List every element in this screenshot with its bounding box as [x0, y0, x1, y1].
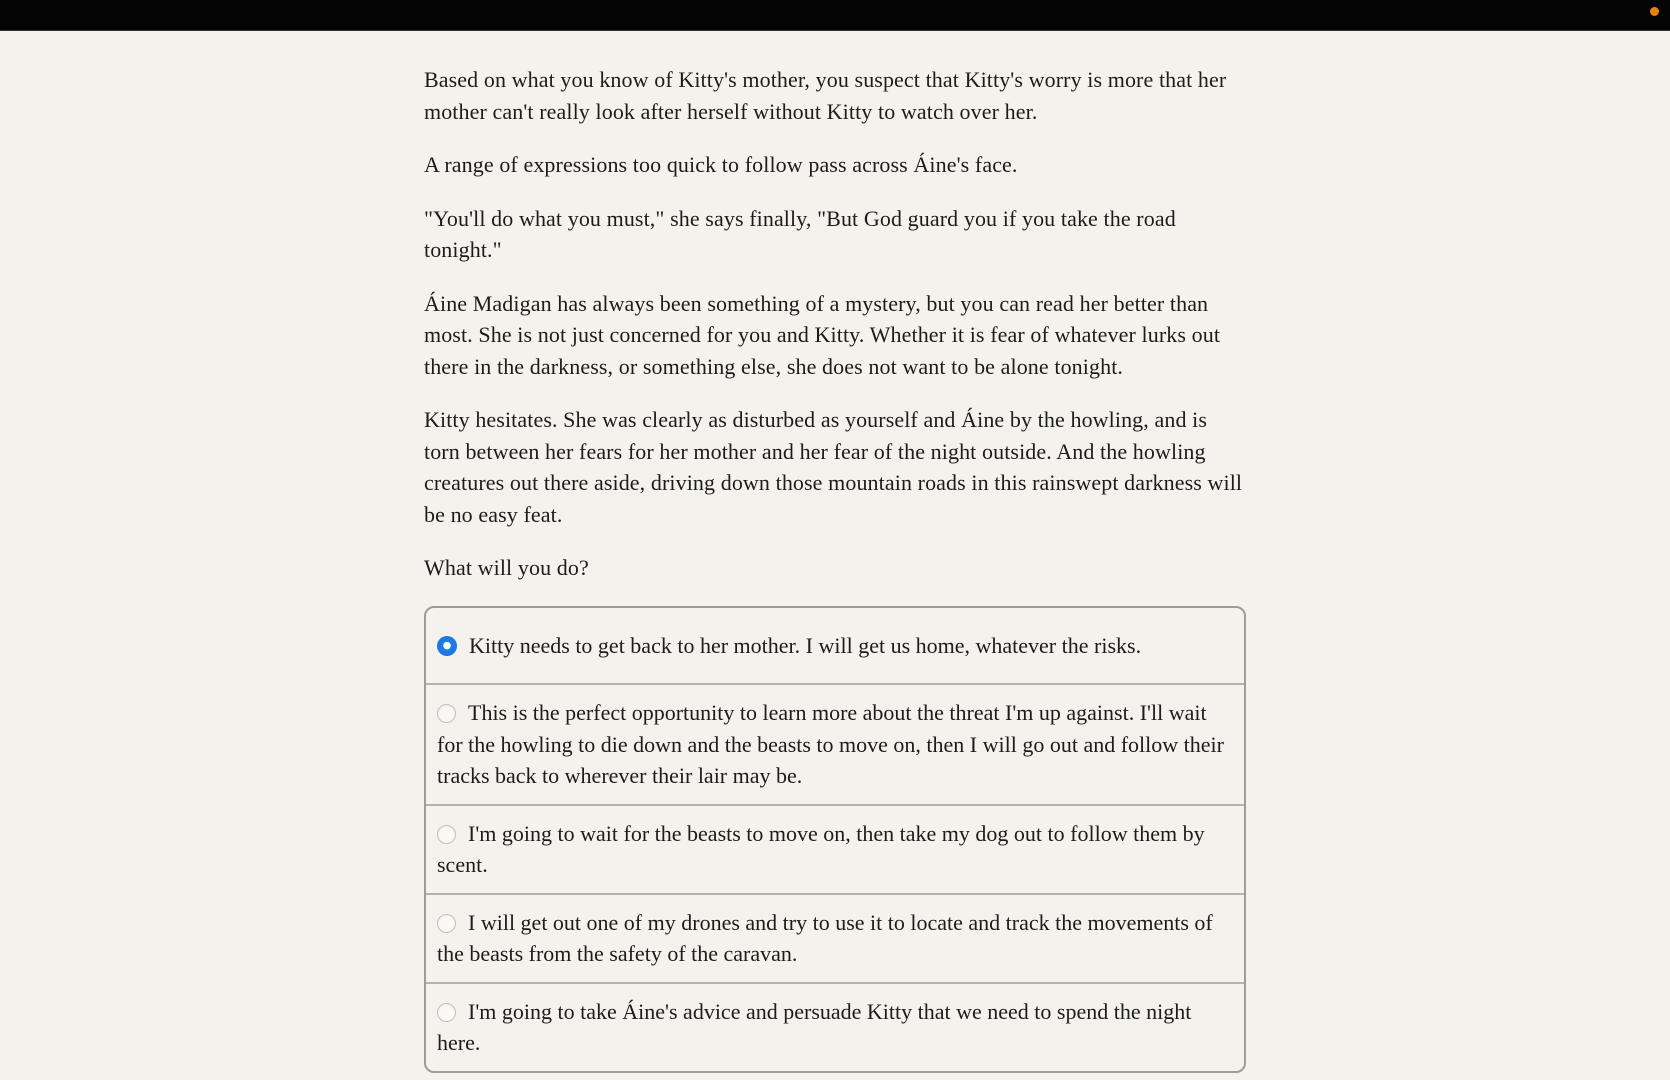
status-dot-icon [1650, 7, 1659, 16]
top-bar [0, 0, 1670, 31]
choices-box [424, 606, 1246, 1073]
choice-option-2[interactable] [426, 683, 1244, 804]
choice-option-label: I'm going to take Áine's advice and persuade Kitty that we need to spend the night here. [437, 998, 1192, 1055]
radio-button-icon[interactable] [437, 914, 456, 933]
story-paragraph: Kitty hesitates. She was clearly as disturbed as yourself and Áine by the howling, and is torn between her fears for her mother and her fear of the night outside. And the howling creatures out there aside, driving down those mountain roads in this rainswept darkness will be no easy feat. [424, 407, 1243, 527]
choice-option-label: I will get out one of my drones and try to use it to locate and track the movements of the beasts from the safety of the caravan. [437, 909, 1213, 966]
choice-option-label: This is the perfect opportunity to learn more about the threat I'm up against. I'll wait for the howling to die down and the beasts to move on, then I will go out and follow their tracks back to wherever their lair may be. [437, 700, 1224, 788]
story-prompt: What will you do? [424, 555, 589, 580]
choice-option-1[interactable] [426, 608, 1244, 684]
story-paragraph: Áine Madigan has always been something of a mystery, but you can read her better than most. She is not just concerned for you and Kitty. Whether it is fear of whatever lurks out there in the darkness, or something else, she does not want to be alone tonight. [424, 290, 1221, 379]
choice-option-5[interactable] [426, 982, 1244, 1071]
story-paragraph: Based on what you know of Kitty's mother, you suspect that Kitty's worry is more that her mother can't really look after herself without Kitty to watch over her. [424, 67, 1227, 124]
story-content [424, 64, 1246, 1073]
radio-button-icon[interactable] [437, 704, 456, 723]
radio-button-icon[interactable] [437, 825, 456, 844]
radio-button-icon[interactable] [437, 1003, 456, 1022]
story-paragraph: "You'll do what you must," she says finally, "But God guard you if you take the road tonight." [424, 205, 1176, 262]
choice-option-4[interactable] [426, 893, 1244, 982]
story-paragraph: A range of expressions too quick to follow pass across Áine's face. [424, 152, 1018, 177]
radio-button-icon[interactable] [437, 636, 457, 656]
choice-option-label: Kitty needs to get back to her mother. I will get us home, whatever the risks. [469, 632, 1142, 658]
choice-option-3[interactable] [426, 804, 1244, 893]
choice-option-label: I'm going to wait for the beasts to move on, then take my dog out to follow them by scent. [437, 820, 1205, 877]
